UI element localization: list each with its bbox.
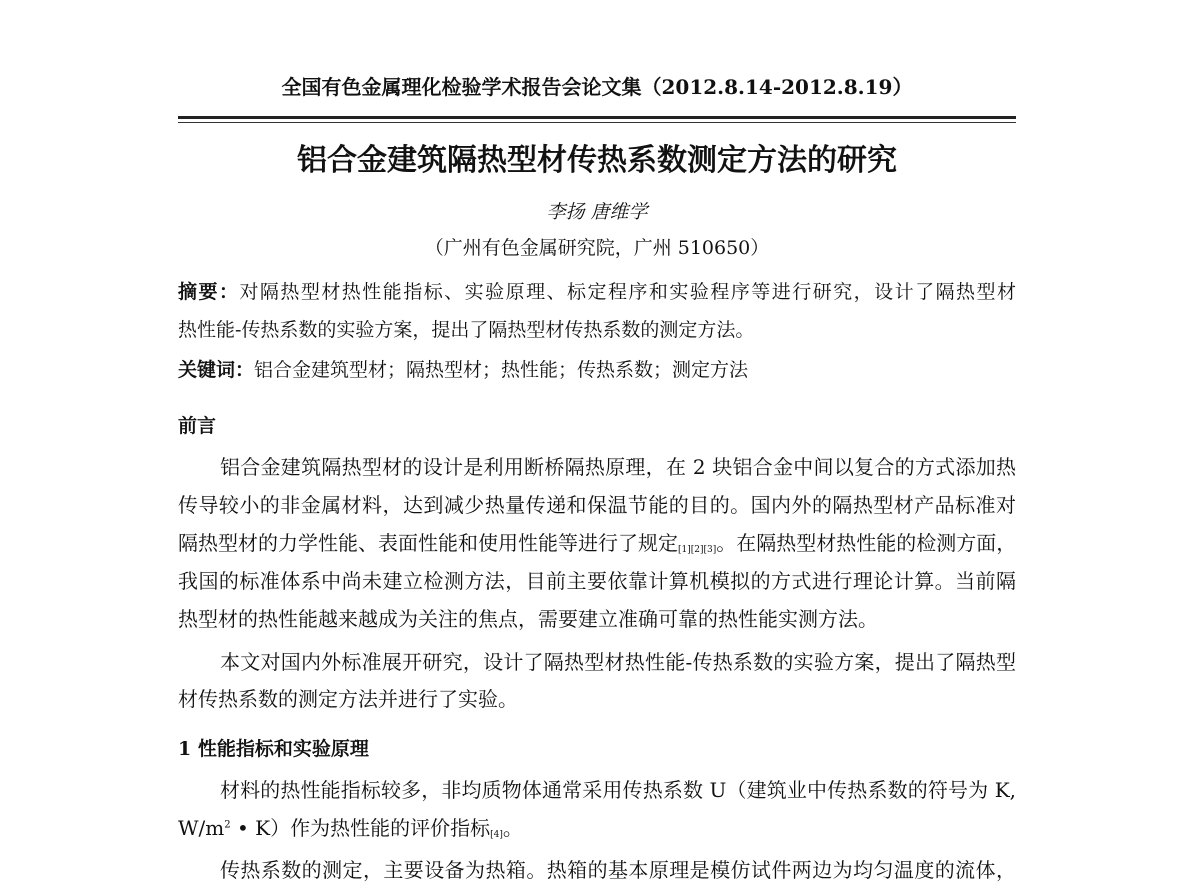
preface-line-5: 热型材的热性能越来越成为关注的焦点，需要建立准确可靠的热性能实测方法。 [178,607,878,631]
preface-text: 。在隔热型材热性能的检测方面， [716,531,1017,555]
preface-p2-line-2: 材传热系数的测定方法并进行了实验。 [178,687,518,711]
section-1-heading: 1 性能指标和实验原理 [178,738,369,760]
proceedings-header: 全国有色金属理化检验学术报告会论文集（2012.8.14-2012.8.19） [281,75,913,99]
authors: 李扬 唐维学 [546,201,648,223]
preface-line-3 [178,533,1016,555]
section-1-p2-line-1: 传热系数的测定，主要设备为热箱。热箱的基本原理是模仿试件两边为均匀温度的流体， [220,858,1016,882]
keywords-text: 铝合金建筑型材；隔热型材；热性能；传热系数；测定方法 [254,359,749,381]
preface-line-1: 铝合金建筑隔热型材的设计是利用断桥隔热原理，在 2 块铝合金中间以复合的方式添加热 [220,455,1016,479]
preface-p2-line-1: 本文对国内外标准展开研究，设计了隔热型材热性能-传热系数的实验方案，提出了隔热型 [220,650,1016,674]
keywords [178,361,748,380]
section-1-line-1: 材料的热性能指标较多，非均质物体通常采用传热系数 U（建筑业中传热系数的符号为 K, [220,778,1016,802]
abstract-text: 对隔热型材热性能指标、实验原理、标定程序和实验程序等进行研究，设计了隔热型材 [239,281,1016,303]
unit-text: W/m [178,816,225,840]
abstract-label: 摘要： [178,281,240,303]
citation-1-3: [1][2][3] [678,545,717,555]
section-text: 。 [502,816,523,840]
preface-line-4: 我国的标准体系中尚未建立检测方法，目前主要依靠计算机模拟的方式进行理论计算。当前隔 [178,569,1016,593]
keywords-label: 关键词： [178,359,255,381]
preface-text: 隔热型材的力学性能、表面性能和使用性能等进行了规定 [178,531,678,555]
preface-heading: 前言 [178,415,217,437]
paper-title: 铝合金建筑隔热型材传热系数测定方法的研究 [297,143,897,178]
affiliation: （广州有色金属研究院，广州 510650） [424,237,770,259]
abstract-line-1 [178,283,1016,302]
citation-4: [4] [490,830,503,840]
preface-line-2: 传导较小的非金属材料，达到减少热量传递和保温节能的目的。国内外的隔热型材产品标准对 [178,493,1016,517]
section-1-line-2 [178,818,523,840]
header-rule-thick [178,116,1016,119]
section-text: • K）作为热性能的评价指标 [230,816,491,840]
header-rule-thin [178,122,1016,123]
unit-exponent: 2 [224,819,231,831]
abstract-line-2: 热性能-传热系数的实验方案，提出了隔热型材传热系数的测定方法。 [178,319,755,341]
